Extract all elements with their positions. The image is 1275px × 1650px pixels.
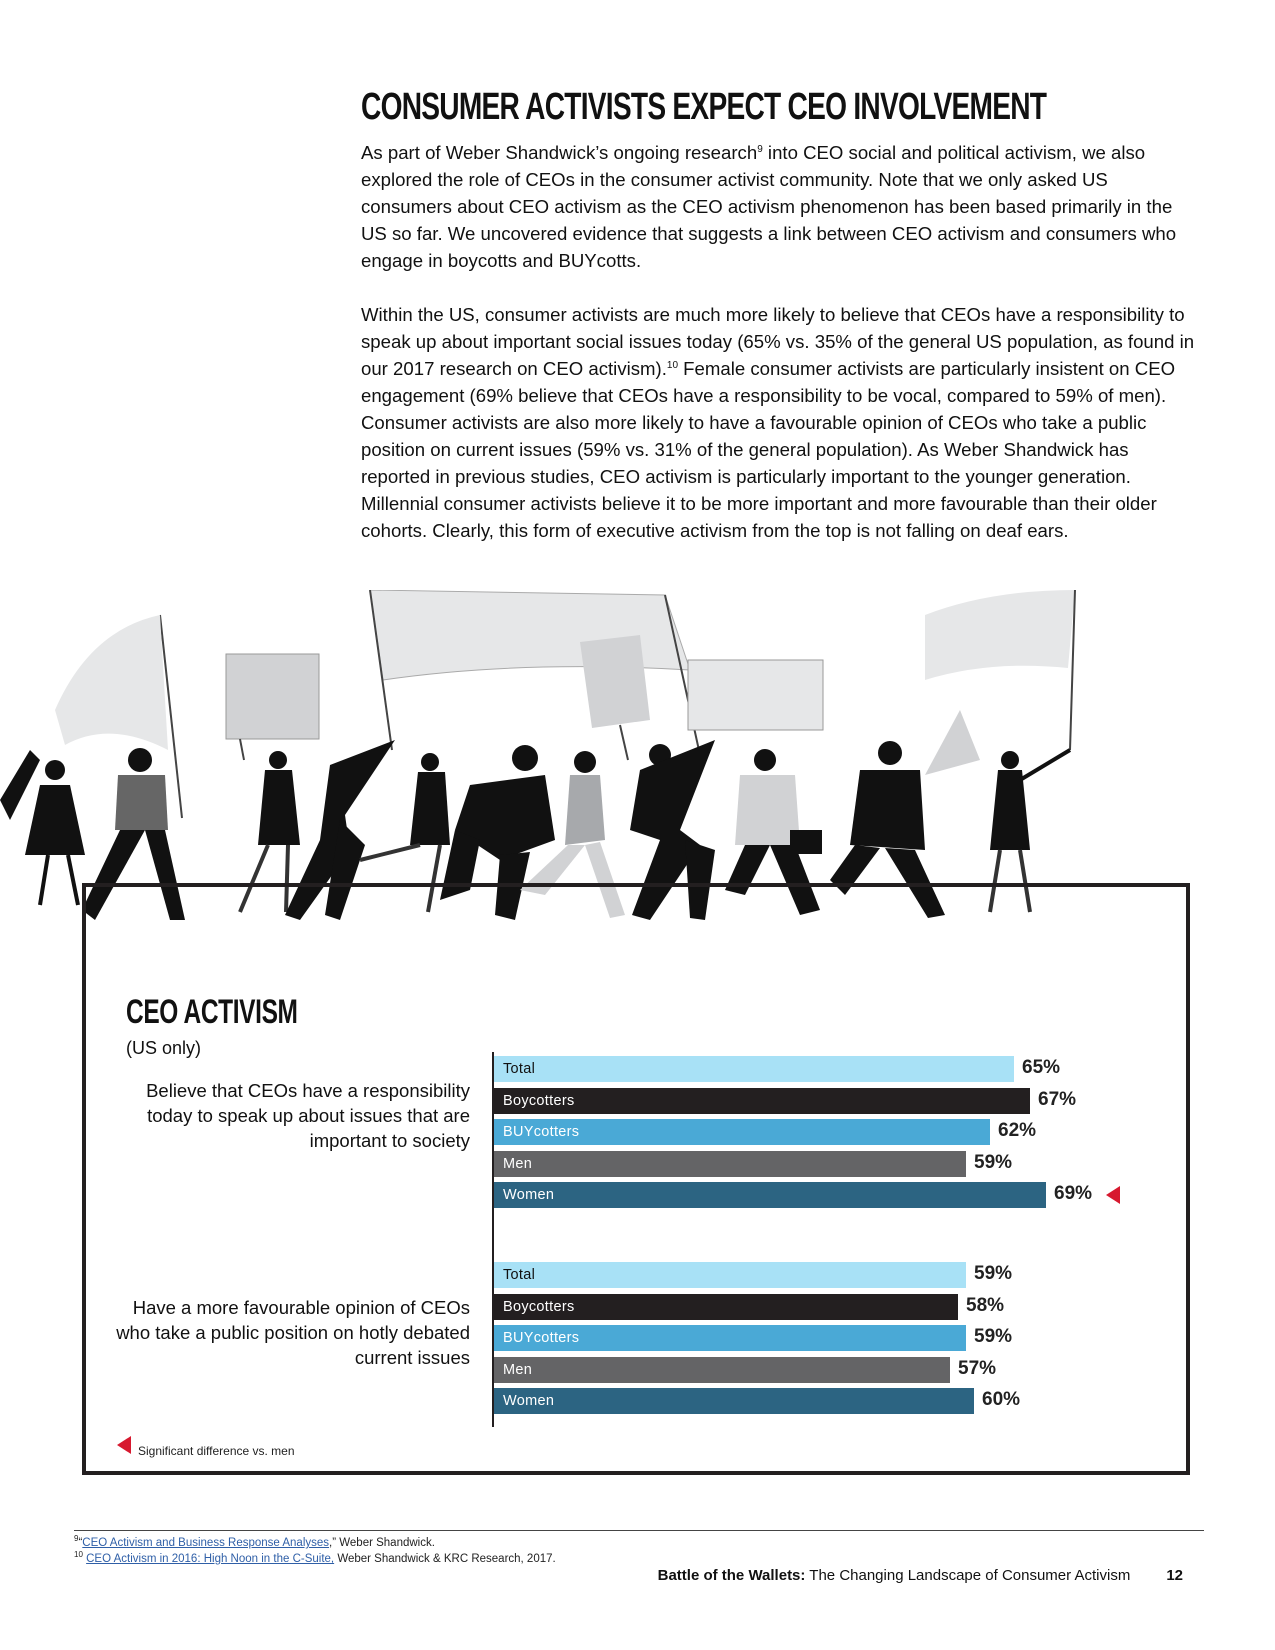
footnote-9-post: ,” Weber Shandwick. xyxy=(329,1537,435,1549)
value-label-g1-men: 59% xyxy=(974,1151,1013,1173)
sign-board-icon xyxy=(226,654,319,760)
page-number: 12 xyxy=(1166,1567,1183,1584)
bar-g2-women: Women xyxy=(494,1388,974,1414)
page-title: CONSUMER ACTIVISTS EXPECT CEO INVOLVEMENT xyxy=(361,86,1047,128)
value-label-g2-men: 57% xyxy=(958,1357,997,1379)
footer-subtitle: The Changing Landscape of Consumer Activism xyxy=(805,1567,1131,1584)
footnote-10-post: Weber Shandwick & KRC Research, 2017. xyxy=(334,1553,556,1565)
chart-frame xyxy=(82,883,1190,1475)
footnote-10 xyxy=(74,1550,556,1565)
findings-text-a: Within the US, consumer activists are much more likely to believe that CEOs have a responsibility to speak up about important social issues today (65% vs. 35% of the general US population, as found in our 2017 research on CEO activism). xyxy=(361,304,1195,379)
findings-paragraph xyxy=(361,301,1201,544)
footer-publication: Battle of the Wallets: xyxy=(657,1567,806,1584)
question-1-label: Believe that CEOs have a responsibility today to speak up about issues that are important to society xyxy=(146,1080,470,1151)
question-2-label: Have a more favourable opinion of CEOs who take a public position on hotly debated current issues xyxy=(116,1297,470,1368)
figure-2 xyxy=(25,760,85,905)
footnote-10-link[interactable]: CEO Activism in 2016: High Noon in the C-Suite, xyxy=(86,1553,335,1565)
value-label-g1-buycotters: 62% xyxy=(998,1120,1037,1141)
bar-g2-men: Men xyxy=(494,1357,950,1383)
bar-g2-boycotters: Boycotters xyxy=(494,1294,958,1320)
footnote-ref-9: 9 xyxy=(757,143,763,155)
figure-1 xyxy=(0,750,40,820)
value-label-g2-women: 60% xyxy=(982,1389,1021,1410)
value-label-g2-buycotters: 59% xyxy=(974,1326,1013,1347)
significance-marker-icon xyxy=(1106,1186,1120,1204)
significance-legend-icon xyxy=(117,1436,131,1454)
findings-text-b: Female consumer activists are particularly insistent on CEO engagement (69% believe that CEOs have a responsibility to be vocal, compared to 59% of men). Consumer activists are also more likely to have a favourable opinion of CEOs who take a public position on current issues (59% vs. 31% of the general population). As Weber Shandwick has reported in previous studies, CEO activism is particularly important to the younger generation. Millennial consumer activists believe it to be more important and more favourable than their older cohorts. Clearly, this form of executive activism from the top is not falling on deaf ears. xyxy=(361,358,1176,541)
sign-wide-icon xyxy=(688,660,823,730)
chart-subtitle: (US only) xyxy=(126,1038,202,1058)
bar-g1-total: Total xyxy=(494,1056,1014,1082)
intro-text-b: into CEO social and political activism, we also explored the role of CEOs in the consumer activist community. Note that we only asked US consumers about CEO activism as the CEO activism phenomenon has been based primarily in the US so far. We uncovered evidence that suggests a link between CEO activism and consumers who engage in boycotts and BUYcotts. xyxy=(361,142,1177,271)
megaphone-icon xyxy=(925,710,980,775)
value-label-g2-boycotters: 58% xyxy=(966,1294,1005,1316)
bar-g1-buycotters: BUYcotters xyxy=(494,1119,990,1145)
intro-text-a: As part of Weber Shandwick’s ongoing research xyxy=(361,142,758,163)
value-label-g2-total: 59% xyxy=(974,1263,1013,1284)
chart-title: CEO ACTIVISM xyxy=(126,993,298,1031)
intro-paragraph xyxy=(361,139,1201,274)
value-label-g1-women: 69% xyxy=(1054,1183,1093,1204)
footnote-9-link[interactable]: CEO Activism and Business Response Analyses xyxy=(82,1537,330,1549)
value-label-g1-total: 65% xyxy=(1022,1057,1061,1078)
bar-g1-men: Men xyxy=(494,1151,966,1177)
page-footer xyxy=(658,1567,1183,1584)
flag-right-icon xyxy=(925,590,1075,750)
banner-center-icon xyxy=(370,590,700,755)
bar-g1-boycotters: Boycotters xyxy=(494,1088,1030,1114)
bar-g1-women: Women xyxy=(494,1182,1046,1208)
footnote-9 xyxy=(74,1534,435,1549)
footnote-ref-10: 10 xyxy=(666,359,679,371)
footnote-9-num: 9 xyxy=(74,1534,79,1544)
footnote-rule xyxy=(74,1530,1204,1531)
footnote-9-pre: “ xyxy=(78,1537,83,1549)
significance-legend: Significant difference vs. men xyxy=(138,1444,295,1458)
footnote-10-num: 10 xyxy=(74,1550,83,1560)
bar-g2-total: Total xyxy=(494,1262,966,1288)
sign-tilted-icon xyxy=(580,635,650,760)
value-label-g1-boycotters: 67% xyxy=(1038,1088,1077,1110)
bar-g2-buycotters: BUYcotters xyxy=(494,1325,966,1351)
